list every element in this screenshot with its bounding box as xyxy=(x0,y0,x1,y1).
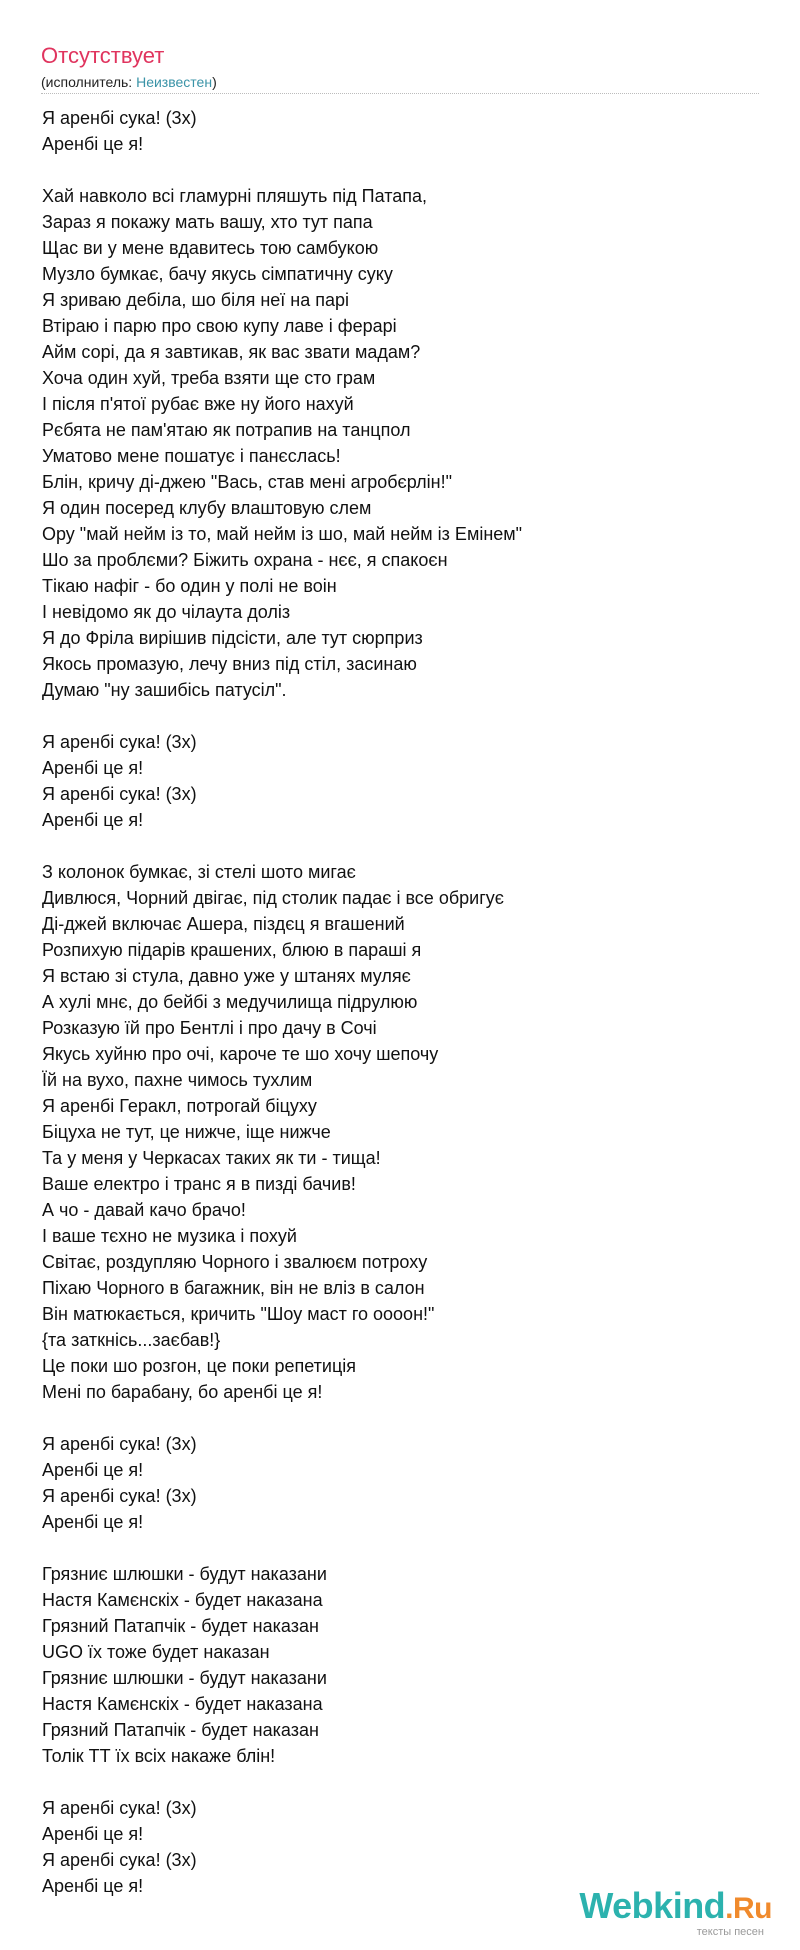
site-watermark xyxy=(562,1887,772,1938)
lyric-line: Ваше електро і транс я в пизді бачив! xyxy=(42,1174,356,1194)
stanza-break xyxy=(42,833,782,859)
lyric-line: Я аренбі сука! (3х) xyxy=(42,1798,197,1818)
lyric-line: Я аренбі сука! (3х) xyxy=(42,1486,197,1506)
lyric-line: Якусь хуйню про очі, кароче те шо хочу шепочу xyxy=(42,1044,439,1064)
lyric-line: Аренбі це я! xyxy=(42,1824,144,1844)
artist-prefix: (исполнитель: xyxy=(41,74,137,90)
lyric-line: Розказую їй про Бентлі і про дачу в Сочі xyxy=(42,1018,377,1038)
lyric-line: Аренбі це я! xyxy=(42,1876,144,1896)
lyric-line: Дивлюся, Чорний двігає, під столик падає і все обригує xyxy=(42,888,504,908)
lyric-line: Я один посеред клубу влаштовую слем xyxy=(42,498,372,518)
lyric-line: Грязний Патапчік - будет наказан xyxy=(42,1720,319,1740)
lyric-line: Аренбі це я! xyxy=(42,1512,144,1532)
lyric-line: І невідомо як до чілаута доліз xyxy=(42,602,291,622)
lyric-line: Світає, роздупляю Чорного і звалюєм потроху xyxy=(42,1252,428,1272)
logo-tld: .Ru xyxy=(725,1892,772,1925)
lyric-line: І після п'ятої рубає вже ну його нахуй xyxy=(42,394,354,414)
stanza-break xyxy=(42,1769,782,1795)
lyric-line: Зараз я покажу мать вашу, хто тут папа xyxy=(42,212,373,232)
lyric-line: Їй на вухо, пахне чимось тухлим xyxy=(42,1070,313,1090)
lyric-line: {та заткнісь...заєбав!} xyxy=(42,1330,221,1350)
lyric-line: Аренбі це я! xyxy=(42,810,144,830)
lyric-line: Піхаю Чорного в багажник, він не вліз в салон xyxy=(42,1278,425,1298)
lyric-line: А хулі мнє, до бейбі з медучилища підрулюю xyxy=(42,992,418,1012)
lyric-line: Біцуха не тут, це нижче, іще нижче xyxy=(42,1122,331,1142)
artist-suffix: ) xyxy=(212,74,217,90)
lyric-line: Рєбята не пам'ятаю як потрапив на танцпол xyxy=(42,420,411,440)
lyric-line: Аренбі це я! xyxy=(42,1460,144,1480)
stanza-break xyxy=(42,1535,782,1561)
lyric-line: Я встаю зі стула, давно уже у штанях муляє xyxy=(42,966,411,986)
lyric-line: Розпихую підарів крашених, блюю в параші я xyxy=(42,940,422,960)
lyric-line: Айм сорі, да я завтикав, як вас звати мадам? xyxy=(42,342,421,362)
title-divider xyxy=(41,93,759,94)
lyric-line: Та у меня у Черкасах таких як ти - тища! xyxy=(42,1148,381,1168)
lyric-line: Настя Камєнскіх - будет наказана xyxy=(42,1694,323,1714)
lyric-line: Блін, кричу ді-джею "Вась, став мені агробєрлін!" xyxy=(42,472,452,492)
stanza-break xyxy=(42,703,782,729)
lyric-line: Грязний Патапчік - будет наказан xyxy=(42,1616,319,1636)
lyric-line: UGO їх тоже будет наказан xyxy=(42,1642,270,1662)
lyric-line: Музло бумкає, бачу якусь сімпатичну суку xyxy=(42,264,393,284)
lyric-line: Я до Фріла вирішив підсісти, але тут сюрприз xyxy=(42,628,423,648)
lyric-line: Щас ви у мене вдавитесь тою самбукою xyxy=(42,238,379,258)
song-title: Отсутствует xyxy=(41,43,165,68)
lyric-line: Грязниє шлюшки - будут наказани xyxy=(42,1564,327,1584)
lyric-line: Толік ТТ їх всіх накаже блін! xyxy=(42,1746,276,1766)
lyric-line: З колонок бумкає, зі стелі шото мигає xyxy=(42,862,356,882)
lyric-line: Це поки шо розгон, це поки репетиція xyxy=(42,1356,357,1376)
lyric-line: Думаю "ну зашибісь патусіл". xyxy=(42,680,287,700)
lyric-line: Якось промазую, лечу вниз під стіл, засинаю xyxy=(42,654,417,674)
artist-line xyxy=(41,73,217,91)
stanza-break xyxy=(42,157,782,183)
lyric-line: Уматово мене пошатує і панєслась! xyxy=(42,446,341,466)
lyric-line: Аренбі це я! xyxy=(42,134,144,154)
lyric-line: Втіраю і парю про свою купу лаве і ферарі xyxy=(42,316,397,336)
lyric-line: Я аренбі сука! (3х) xyxy=(42,1434,197,1454)
logo-tagline: тексты песен xyxy=(696,1926,764,1938)
lyric-line: Тікаю нафіг - бо один у полі не воін xyxy=(42,576,337,596)
artist-link[interactable]: Неизвестен xyxy=(136,74,213,90)
lyric-line: Настя Камєнскіх - будет наказана xyxy=(42,1590,323,1610)
lyric-line: Я аренбі сука! (3х) xyxy=(42,108,197,128)
lyric-line: Я аренбі сука! (3х) xyxy=(42,1850,197,1870)
lyric-line: Аренбі це я! xyxy=(42,758,144,778)
lyric-line: І ваше тєхно не музика і похуй xyxy=(42,1226,297,1246)
lyric-line: Шо за проблєми? Біжить охрана - нєє, я спакоєн xyxy=(42,550,448,570)
site-logo xyxy=(562,1887,772,1928)
lyric-line: Ді-джей включає Ашера, піздєц я вгашений xyxy=(42,914,405,934)
lyric-line: Він матюкається, кричить "Шоу маст го оооон!" xyxy=(42,1304,435,1324)
lyric-line: Хай навколо всі гламурні пляшуть під Патапа, xyxy=(42,186,428,206)
lyrics-text xyxy=(42,105,782,1899)
lyric-line: Я аренбі сука! (3х) xyxy=(42,784,197,804)
lyric-line: Я аренбі сука! (3х) xyxy=(42,732,197,752)
stanza-break xyxy=(42,1405,782,1431)
lyric-line: Мені по барабану, бо аренбі це я! xyxy=(42,1382,323,1402)
logo-brand: Webkind xyxy=(579,1885,726,1926)
lyric-line: Я аренбі Геракл, потрогай біцуху xyxy=(42,1096,317,1116)
lyric-line: Грязниє шлюшки - будут наказани xyxy=(42,1668,327,1688)
lyric-line: А чо - давай качо брачо! xyxy=(42,1200,246,1220)
lyric-line: Ору "май нейм із то, май нейм із шо, май нейм із Емінем" xyxy=(42,524,523,544)
lyric-line: Хоча один хуй, треба взяти ще сто грам xyxy=(42,368,376,388)
lyric-line: Я зриваю дебіла, шо біля неї на парі xyxy=(42,290,350,310)
